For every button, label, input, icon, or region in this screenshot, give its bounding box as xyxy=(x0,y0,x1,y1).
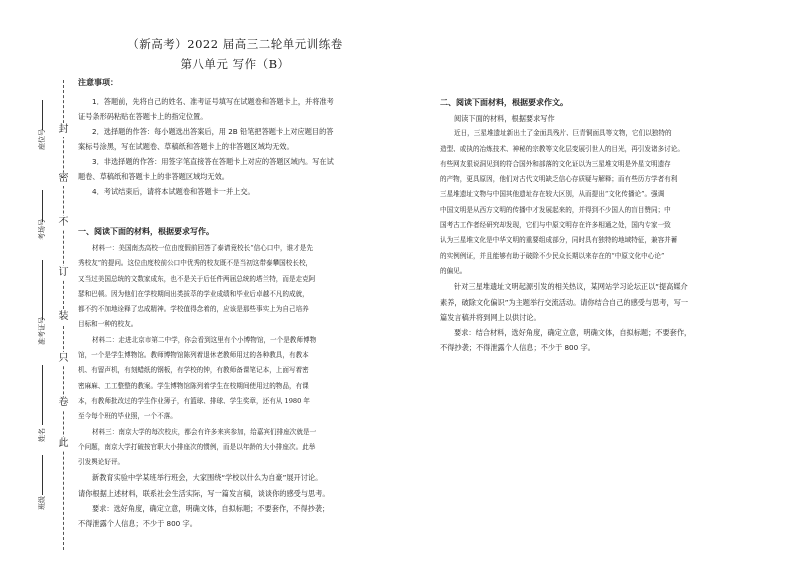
name-label: 姓名 xyxy=(38,428,46,442)
material-line: 三星堆遗址文物与中国其他遗址存在较大区别，从而提出“文化传播论”。强调 xyxy=(440,190,665,199)
seat-number-line[interactable] xyxy=(42,100,43,130)
admission-number-line[interactable] xyxy=(42,260,43,320)
exam-subtitle: 第八单元 写作（B） xyxy=(180,57,290,71)
material-line: 的偏见。 xyxy=(440,266,467,275)
binding-char: 订 xyxy=(58,267,69,278)
material-line: 的实例例证，并且能够有助于破除不少民众长期以来存在的“中原文化中心论” xyxy=(440,251,665,260)
note-line: 2．选择题的作答：每小题选出答案后，用 2B 铅笔把答题卡上对应题目的答 xyxy=(92,127,334,136)
material-line: 有些网友狠说洞见到的符合国外和部落的文化证以为三星堆文明是外星文明遗存 xyxy=(440,159,671,168)
material-line: 至今每个班的毕业照，一个不落。 xyxy=(78,412,177,421)
binding-char: 装 xyxy=(58,311,69,322)
requirements-line: 不得抄袭；不得泄露个人信息；不少于 800 字。 xyxy=(440,343,595,353)
context-line: 篇发言稿并将到网上以供讨论。 xyxy=(440,312,541,322)
prompt-line: 新教育实验中学某班举行班会，大家围绕“学校以什么为自豪”展开讨论。 xyxy=(92,473,323,483)
material-line: 造型、或执的冶炼技术、神秘的宗教等文化层变展引世人的目光，再引发诸多讨论。 xyxy=(440,144,684,153)
admission-number-label: 准考证号 xyxy=(38,317,46,345)
material-line: 中国文明是从西方文明的传播中才发展起来的，并得到不少国人的盲目赞同；中 xyxy=(440,205,671,214)
binding-char: 此 xyxy=(58,438,69,449)
material-line: 都不约不加地诠释了忠成精神。学校值得念着的，应该是那些事实上为自己培养 xyxy=(78,305,309,314)
context-line: 素养，破除文化偏识”为主题举行交流活动。请你结合自己的感受与思考，写一 xyxy=(440,297,689,307)
note-line: 题卷、草稿纸和答题卡上的非答题区域均无效。 xyxy=(78,172,229,181)
material-line: 的产物，更具原因，他们对古代文明缺乏信心存质疑与解释；而有些历方学者有利 xyxy=(440,175,678,184)
binding-char: 不 xyxy=(58,217,69,228)
material-line: 材料二：走进北京市第二中学，你会看到这里有个小博物馆，一个是教师博物 xyxy=(92,335,317,344)
prompt-line: 请你根据上述材料，联系社会生活实际，写一篇发言稿，谈谈你的感受与思考。 xyxy=(78,488,330,498)
name-line[interactable] xyxy=(42,365,43,425)
section-1-material xyxy=(78,241,330,532)
material-line: 近日，三星堆遗址新出土了金面具残片、巨青铜面具等文物，它们以独特的 xyxy=(454,129,672,138)
class-label: 班级 xyxy=(38,496,46,510)
note-line: 证号条形码粘贴在答题卡上的指定位置。 xyxy=(78,112,208,121)
binding-char: 只 xyxy=(58,353,69,364)
material-line: 密麻麻、工工整整的教案。学生博物馆陈列着学生在校期间使用过的物品，有课 xyxy=(78,381,309,390)
binding-char: 封 xyxy=(58,124,69,135)
material-line: 本，有教师批改过的学生作业簿子，有篮球、排球、学生奖章，还有从 1980 年 xyxy=(78,396,310,405)
material-line: 引发舆论好评。 xyxy=(78,458,125,467)
material-line: 机、有留声机，有刻蜡纸的钢板，有学校的钟，有教师备课笔记本，上面写着密 xyxy=(78,366,309,375)
note-line: 1．答题前，先将自己的姓名、准考证号填写在试题卷和答题卡上，并将准考 xyxy=(92,97,334,106)
material-line: 材料一：美国南杰高校一位由度假前回答了泰请竟校长“信心口中，谁才是先 xyxy=(92,244,313,252)
material-line: 国考古工作者经研究却发现，它们与中原文明存在许多相通之处，国内专家一致 xyxy=(440,221,671,230)
exam-room-line[interactable] xyxy=(42,190,43,222)
material-line: 个问题，南京大学打破按官职大小排座次的惯例，而是以年龄的大小排座次。此举 xyxy=(78,442,316,451)
note-line: 3．非选择题的作答：用签字笔直接答在答题卡上对应的答题区域内。写在试 xyxy=(92,157,334,166)
section-2-heading: 二、阅读下面材料，根据要求作文。 xyxy=(440,98,568,107)
class-line[interactable] xyxy=(42,455,43,495)
context-line: 针对三星堆遗址文明起源引发的相关热议，某网站学习论坛正以“提高媒介 xyxy=(454,282,688,292)
note-line: 4．考试结束后，请将本试题卷和答题卡一并上交。 xyxy=(92,187,255,196)
section-1-heading: 一、阅读下面的材料，根据要求写作。 xyxy=(78,227,214,236)
material-line: 馆，一个是学生博物馆。教师博物馆陈列着退休老教师用过的各种教具，有教本 xyxy=(78,351,309,360)
note-line: 案标号涂黑，写在试题卷、草稿纸和答题卡上的非答题区域均无效。 xyxy=(78,142,294,151)
prompt-line: 要求：选好角度，确定立意，明确文体，自拟标题；不要套作，不得抄袭； xyxy=(92,504,330,514)
prompt-line: 不得泄露个人信息；不少于 800 字。 xyxy=(78,519,197,529)
exam-title: （新高考）2022 届高三二轮单元训练卷 xyxy=(127,37,343,51)
material-line: 目标和一种的校友。 xyxy=(78,320,138,329)
notes-list xyxy=(78,94,422,199)
requirements-line: 要求：结合材料，选好角度，确定立意，明确文体，自拟标题；不要套作， xyxy=(454,328,692,338)
material-line: 秀校友”的提问。这位由度校前公口中优秀的校友既不是当初这带泰攀国校长校， xyxy=(78,259,313,268)
binding-char: 卷 xyxy=(58,397,69,408)
intro-line: 阅读下面的材料，根据要求写作 xyxy=(454,114,555,123)
binding-margin xyxy=(0,0,78,562)
notes-title: 注意事项： xyxy=(78,78,118,87)
material-line: 认为三星堆文化是中华文明的重要组成部分，同时具有独特的地域特征，兼容并蓄 xyxy=(440,236,678,245)
material-line: 材料三：南京大学的每次校庆，都会有许多来宾参加，给嘉宾们排座次就是一 xyxy=(92,427,317,436)
material-line: 瑟和巴顿。因为他们在学校期间出类拔萃的学业成绩和毕业后卓越不凡的成就， xyxy=(78,289,309,298)
exam-room-label: 考场号 xyxy=(38,219,46,240)
material-line: 又当过美国总统的文数家成东，也不是关于后任件两届总统的塔兰特，而是走克阿 xyxy=(78,274,316,283)
binding-char: 密 xyxy=(58,173,69,184)
section-2-body xyxy=(440,111,691,356)
seat-number-label: 座位号 xyxy=(38,129,46,150)
